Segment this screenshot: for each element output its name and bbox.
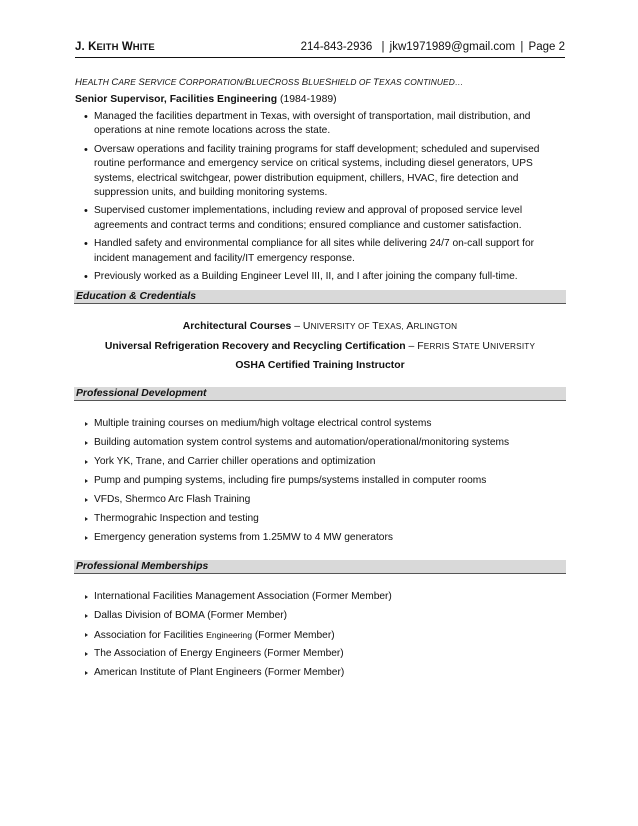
list-item: York YK, Trane, and Carrier chiller operations and optimization [84,455,509,474]
list-item: Building automation system control systems and automation/operational/monitoring systems [84,436,509,455]
list-item: • Handled safety and environmental compliance for all sites while delivering 24/7 on-call support for incident management and facility/IT emergency response. [84,237,564,266]
list-item: Emergency generation systems from 1.25MW to 4 MW generators [84,531,509,550]
contact-info [301,41,565,53]
separator: | [381,41,385,53]
list-item: International Facilities Management Association (Former Member) [84,590,392,609]
memberships-list [84,590,392,685]
section-heading-education: Education & Credentials [74,290,566,304]
list-item: The Association of Energy Engineers (Former Member) [84,647,392,666]
education-line: Universal Refrigeration Recovery and Recycling Certification – FERRIS STATE UNIVERSITY [104,341,536,352]
page-number: Page 2 [528,41,565,53]
employer-continued: HEALTH CARE SERVICE CORPORATION/BLUECROSS BLUESHIELD OF TEXAS CONTINUED… [75,77,464,88]
list-item: Association for Facilities Engineering (Former Member) [84,628,392,647]
list-item: Pump and pumping systems, including fire pumps/systems installed in computer rooms [84,474,509,493]
job-bullet-list [84,110,564,288]
section-heading-development: Professional Development [74,387,566,401]
list-item: Thermograhic Inspection and testing [84,512,509,531]
list-item: • Oversaw operations and facility training programs for staff development; scheduled and supervised routine performance and emergency service on critical systems, including diesel generators, UPS systems, electrical switchgear, power distribution equipment, chillers, HVAC, fire detection and suppression units, and building monitoring systems. [84,143,564,201]
candidate-name: J. KEITH WHITE [75,41,155,53]
education-line: OSHA Certified Training Instructor [235,360,405,371]
header-rule [75,57,565,58]
list-item: VFDs, Shermco Arc Flash Training [84,493,509,512]
list-item: • Previously worked as a Building Engineer Level III, II, and I after joining the company full-time. [84,270,564,284]
section-heading-memberships: Professional Memberships [74,560,566,574]
list-item: Dallas Division of BOMA (Former Member) [84,609,392,628]
list-item: Multiple training courses on medium/high voltage electrical control systems [84,417,509,436]
list-item: American Institute of Plant Engineers (Former Member) [84,666,392,685]
development-list [84,417,509,550]
job-title: Senior Supervisor, Facilities Engineering (1984-1989) [75,94,337,105]
phone-number: 214-843-2936 [300,41,373,53]
list-item: • Managed the facilities department in Texas, with oversight of transportation, mail distribution, and operations at nine remote locations across the state. [84,110,564,139]
list-item: • Supervised customer implementations, including review and approval of proposed service level agreements and contract terms and conditions; ensured compliance and customer satisfaction. [84,204,564,233]
email-address: jkw1971989@gmail.com [389,41,516,53]
education-line: Architectural Courses – UNIVERSITY OF TEXAS, ARLINGTON [182,321,458,332]
separator: | [520,41,524,53]
